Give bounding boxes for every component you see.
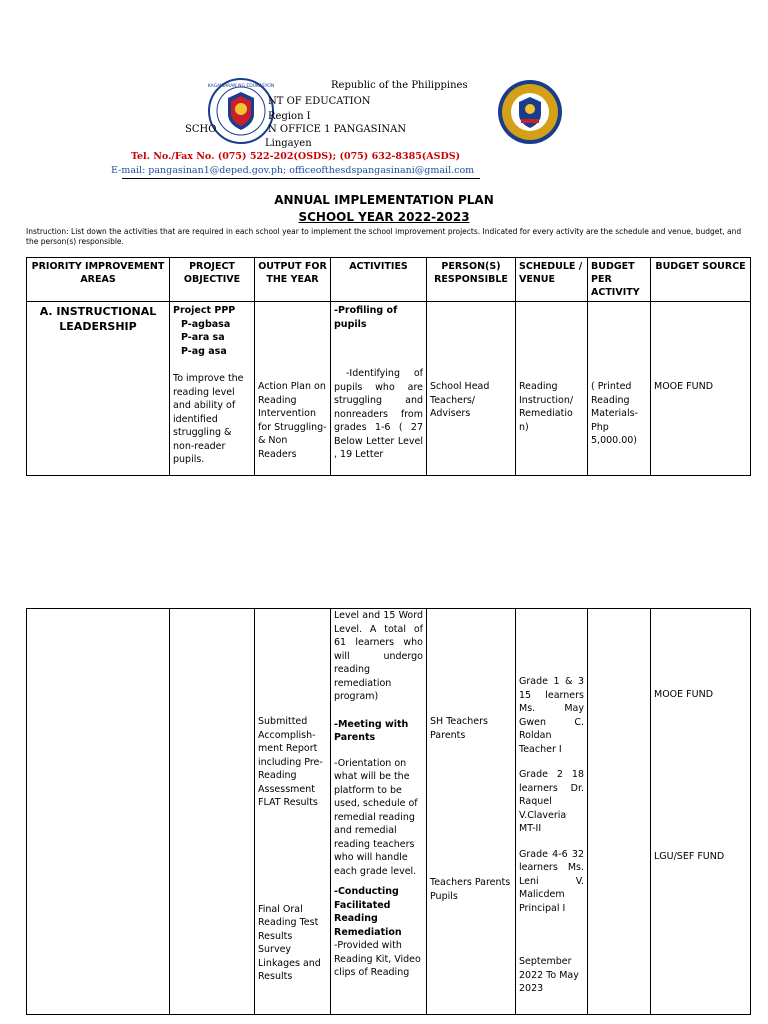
column-header: OUTPUT FOR THE YEAR xyxy=(255,258,331,302)
svg-text:KAGAWARAN NG EDUKASYON: KAGAWARAN NG EDUKASYON xyxy=(208,84,274,89)
activity-text: -Orientation on what will be the platform to be used, schedule of remedial reading and remedial reading teachers who will handle each grade level. xyxy=(334,757,418,877)
objective-text: To improve the reading level and ability of identified struggling & non-reader pupils. xyxy=(173,373,244,465)
division-office-line: N OFFICE 1 PANGASINAN xyxy=(268,124,407,135)
budget-cell xyxy=(588,609,651,1015)
activity-title: -Profiling of pupils xyxy=(334,305,398,330)
school-year-title: SCHOOL YEAR 2022-2023 xyxy=(298,210,470,224)
output-cell xyxy=(255,302,331,476)
column-header: ACTIVITIES xyxy=(331,258,427,302)
email-line: E-mail: pangasinan1@deped.gov.ph; officeofthesdspangasinani@gmail.com xyxy=(111,165,475,176)
column-header: PRIORITY IMPROVEMENT AREAS xyxy=(27,258,170,302)
table-header-row xyxy=(27,258,751,302)
activity-text: -Provided with Reading Kit, Video clips of Reading xyxy=(334,940,421,978)
project-objective-cell xyxy=(170,609,255,1015)
output-cell xyxy=(255,609,331,1015)
column-header: BUDGET SOURCE xyxy=(651,258,751,302)
output-text: Submitted Accomplish- ment Report including Pre- Reading Assessment FLAT Results xyxy=(258,716,323,808)
priority-area-cell xyxy=(27,609,170,1015)
activities-cell xyxy=(331,609,427,1015)
header-divider xyxy=(122,178,480,179)
budget-source-text: LGU/SEF FUND xyxy=(654,850,725,862)
implementation-plan-table-page-1 xyxy=(26,257,751,476)
schedule-text: September 2022 To May 2023 xyxy=(519,956,579,994)
town-line: Lingayen xyxy=(265,138,312,149)
budget-text: ( Printed Reading Materials- Php 5,000.00) xyxy=(591,381,638,446)
document-title: ANNUAL IMPLEMENTATION PLAN xyxy=(274,193,494,207)
department-line: NT OF EDUCATION xyxy=(268,96,371,107)
project-line: P-ara sa xyxy=(181,332,225,343)
output-text: Action Plan on Reading Intervention for Struggling- & Non Readers xyxy=(258,381,327,460)
budget-source-text: MOOE FUND xyxy=(654,689,714,700)
deped-seal-logo xyxy=(208,78,274,144)
activity-text: Level and 15 Word Level. A total of 61 learners who will undergo reading remediation program) xyxy=(334,610,423,702)
persons-cell xyxy=(427,302,516,476)
instruction-text: Instruction: List down the activities that are required in each school year to implement the school improvement projects. Indicated for every activity are the schedule and venue, budget, and the person(s) responsible. xyxy=(26,227,742,246)
priority-area-cell: A. INSTRUCTIONAL LEADERSHIP xyxy=(27,302,170,476)
sdo-pangasinan-seal-logo xyxy=(497,79,563,145)
activity-title: -Conducting Facilitated Reading Remediation xyxy=(334,886,402,938)
persons-text: School Head Teachers/ Advisers xyxy=(430,381,490,419)
activity-text: -Identifying of pupils who are struggling and nonreaders from grades 1-6 ( 27 Below Letter Level , 19 Letter xyxy=(334,368,423,460)
budget-source-cell xyxy=(651,609,751,1015)
table-row xyxy=(27,302,751,476)
teacher-assignment: Grade 1 & 3 15 learners Ms. May Gwen C. Roldan Teacher I xyxy=(519,676,584,755)
column-header: PERSON(S) RESPONSIBLE xyxy=(427,258,516,302)
teacher-assignment: Grade 2 18 learners Dr. Raquel V.Claveria MT-II xyxy=(519,769,584,834)
column-header: BUDGET PER ACTIVITY xyxy=(588,258,651,302)
project-line: P-ag asa xyxy=(181,345,227,357)
schedule-cell xyxy=(516,609,588,1015)
budget-source-cell xyxy=(651,302,751,476)
schedule-text: Reading Instruction/ Remediatio n) xyxy=(519,381,574,433)
project-objective-cell xyxy=(170,302,255,476)
persons-cell xyxy=(427,609,516,1015)
persons-text: Teachers Parents Pupils xyxy=(430,877,511,902)
school-prefix: SCHO xyxy=(185,124,217,135)
budget-source-text: MOOE FUND xyxy=(654,381,714,392)
telephone-line: Tel. No./Fax No. (075) 522-202(OSDS); (075) 632-8385(ASDS) xyxy=(131,151,461,162)
activities-cell xyxy=(331,302,427,476)
project-line: P-agbasa xyxy=(181,318,231,330)
project-name: Project PPP xyxy=(173,305,236,316)
column-header: SCHEDULE / VENUE xyxy=(516,258,588,302)
implementation-plan-table-page-2 xyxy=(26,608,751,1015)
budget-cell xyxy=(588,302,651,476)
activity-title: -Meeting with Parents xyxy=(334,718,409,743)
table-row xyxy=(27,609,751,1015)
persons-text: SH Teachers Parents xyxy=(430,716,488,741)
region-line: Region I xyxy=(268,111,311,122)
column-header: PROJECT OBJECTIVE xyxy=(170,258,255,302)
teacher-assignment: Grade 4-6 32 learners Ms. Leni V. Malicdem Principal I xyxy=(519,848,584,914)
republic-line: Republic of the Philippines xyxy=(331,80,468,91)
schedule-cell xyxy=(516,302,588,476)
output-text: Final Oral Reading Test Results Survey Linkages and Results xyxy=(258,903,321,982)
